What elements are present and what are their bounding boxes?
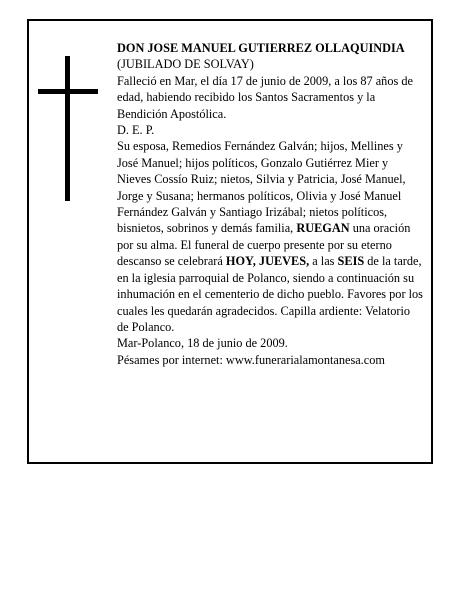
condolences-line: Pésames por internet: www.funerarialamontanesa.com <box>117 352 385 367</box>
death-notice: Falleció en Mar, el día 17 de junio de 2009, a los 87 años de edad, habiendo recibido los Santos Sacramentos y la Bendición Apostólica. <box>117 73 413 121</box>
latin-cross-icon <box>38 56 98 201</box>
service-time-prefix: a las <box>312 254 335 269</box>
family-list: Su esposa, Remedios Fernández Galván; hijos, Mellines y José Manuel; hijos políticos, Gonzalo Gutiérrez Mier y Nieves Cossío Ruiz; nietos, Silvia y Patricia, José Manuel, Jorge y Susana; hermanos políticos, Olivia y José Manuel Fernández Galván y Santiago Irizábal; nietos políticos, bisnietos, sobrinos y demás familia, <box>117 139 406 236</box>
family-and-service <box>117 138 423 335</box>
service-details: de la tarde, en la iglesia parroquial de Polanco, siendo a continuación su inhumación en el cementerio de dicho pueblo. Favores por los cuales les quedarán agradecidos. Capilla ardiente: Velatorio de Polanco. <box>117 254 423 334</box>
deceased-subtitle: (JUBILADO DE SOLVAY) <box>117 57 254 72</box>
deceased-name: DON JOSE MANUEL GUTIERREZ OLLAQUINDIA <box>117 41 405 55</box>
service-hour: SEIS <box>337 254 365 269</box>
place-date: Mar-Polanco, 18 de junio de 2009. <box>117 336 288 351</box>
ruegan-emphasis: RUEGAN <box>296 221 350 236</box>
family-request: una oración por su alma. El funeral de cuerpo presente por su eterno descanso se celebrará <box>117 221 411 269</box>
service-day: HOY, JUEVES, <box>225 254 310 269</box>
obituary-frame <box>27 19 433 464</box>
obituary-text <box>117 40 423 368</box>
dep-line: D. E. P. <box>117 123 155 138</box>
